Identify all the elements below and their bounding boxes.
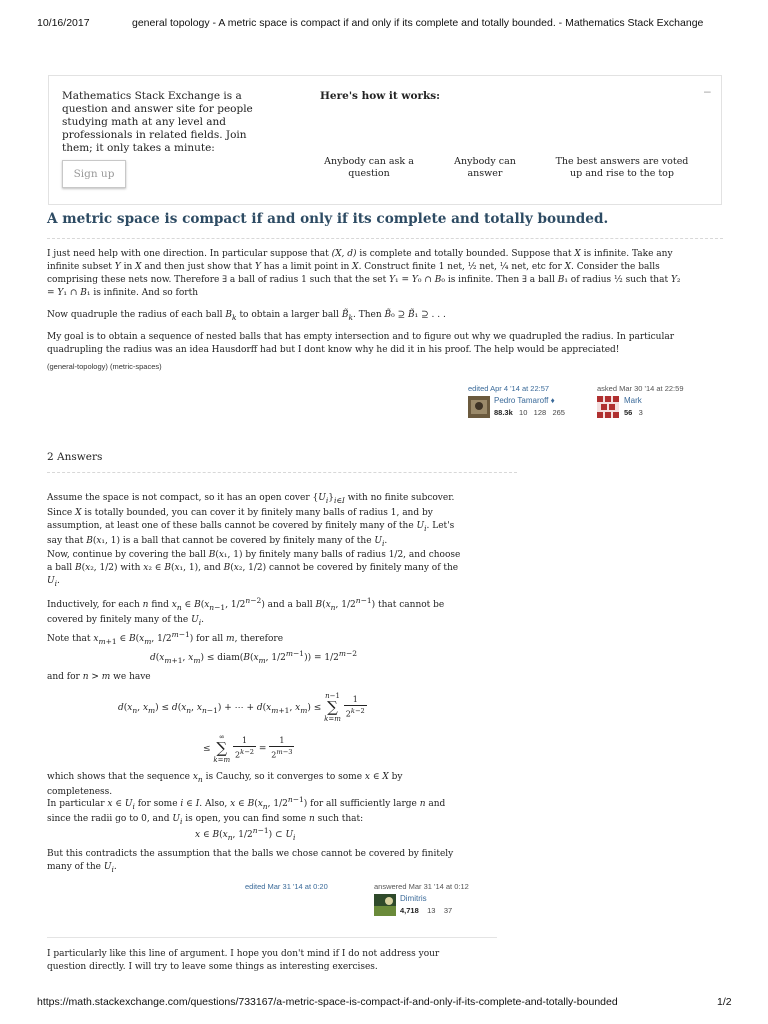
equation-triangle: $d(x_n$, $x_m) \le d(x_n$, $x_{n-1}$) + ⋯ + $d(x_{m+1}$, $x_m) \le n-1$ ∑ k=m $\frac{1}{2^{k-2}}$ [118,692,365,723]
question-title[interactable]: A metric space is compact if and only if its complete and totally bounded. [47,211,609,227]
answer-answered-info: answered Mar 31 '14 at 0:12 [374,882,469,891]
print-url: https://math.stackexchange.com/questions/733167/a-metric-space-is-compact-if-and-only-if-its-complete-and-totally-bounded [37,996,618,1008]
question-tags [47,362,162,371]
question-body-para-1: I just need help with one direction. In particular suppose that (X, d) is complete and totally bounded. Suppose that X is infinite. Take any infinite subset Y in X and then just show that Y has a limit point in X. Construct finite 1 net, ½ net, ¼ net, etc for X. Consider the balls comprising these nets now. Therefore ∃ a ball of radius 1 such that the set Y₁ = Y₀ ∩ B₀ is infinite. Then ∃ a ball B₁ of radius ½ such that Y₂ = Y₁ ∩ B₁ is infinite. And so forth [47,249,681,298]
editor-reputation: 88.3k 10 128 265 [494,408,565,417]
how-it-works-title: Here's how it works: [320,90,441,102]
equation-series: ≤ ∞ ∑ k=m $\frac{1}{2^{k-2}}$ = $\frac{1}{2^{m-3}}$ [203,733,293,764]
editor-name[interactable]: Pedro Tamaroff ♦ [494,396,555,405]
second-answer-intro: I particularly like this line of argument. I hope you don't mind if I do not address your question directly. I will try to leave some things as interesting exercises. [47,949,440,972]
editor-avatar[interactable] [468,396,490,418]
answer-para-8: But this contradicts the assumption that the balls we chose cannot be covered by finitely many of the $U_i$. [47,849,454,874]
answerer-name[interactable]: Dimitris [400,894,427,903]
answer-para-1: Assume the space is not compact, so it has an open cover $\{U_i\}_{i\in I}$ with no finite subcover. Since X is totally bounded, you can cover it by finitely many balls of radius 1, and by assumption, at least one of these balls cannot be covered by finitely many of the $U_i$. Let's say that B(x₁, 1) is a ball that cannot be covered by finitely many of the $U_i$. [47,493,455,548]
tag-general-topology[interactable]: (general-topology) [47,362,108,371]
tag-metric-spaces[interactable]: (metric-spaces) [109,362,162,371]
answer-para-3: Inductively, for each n find $x_n$ ∈ $B(x_{n-1}$, $1/2^{n-2}$) and a ball $B(x_n$, $1/2^{n-1}$) that cannot be covered by finitely many of the $U_i$. [47,596,445,627]
banner-text: Mathematics Stack Exchange is a question and answer site for people studying math at any level and professionals in related fields. Join them; it only takes a minute: [62,90,253,154]
answer-edited-link[interactable]: edited Mar 31 '14 at 0:20 [245,882,328,891]
question-body-para-2: Now quadruple the radius of each ball $B_k$ to obtain a larger ball $B̃_k$. Then B̃₀ ⊇ B̃₁ ⊇ . . . [47,310,446,322]
step-answer: Anybody can answer [454,156,516,179]
asker-reputation: 56 3 [624,408,643,417]
asker-avatar[interactable] [597,396,619,418]
answerer-avatar[interactable] [374,894,396,916]
step-vote: The best answers are voted up and rise to the top [555,156,689,179]
title-divider [47,238,723,239]
answer-para-5: and for n > m we have [47,672,151,682]
question-body-para-3: My goal is to obtain a sequence of nested balls that has empty intersection and to figure out why we quadrupled the radius. In particular quadrupling the radius was an idea Hausdorff had but I dont know why he did it in his proof. The help would be appreciated! [47,332,675,355]
answer-para-7: In particular x ∈ $U_i$ for some i ∈ I. Also, x ∈ $B(x_n$, $1/2^{n-1}$) for all sufficiently large n and since the radii go to 0, and $U_i$ is open, you can find some n such that: [47,795,446,826]
answer-para-6: which shows that the sequence $x_n$ is Cauchy, so it converges to some x ∈ X by completeness. [47,772,403,797]
question-edited-link[interactable]: edited Apr 4 '14 at 22:57 [468,384,550,393]
answers-divider [47,472,517,473]
equation-diam: $d(x_{m+1}$, $x_m$) ≤ $diam(B(x_m$, $1/2^{m-1})) = 1/2^{m-2}$ [150,649,358,665]
dismiss-banner-button[interactable]: – [704,84,711,98]
equation-containment: x ∈ $B(x_n$, $1/2^{n-1}$) ⊂ $U_i$ [195,826,296,842]
question-asked-info: asked Mar 30 '14 at 22:59 [597,384,684,393]
step-ask: Anybody can ask a question [324,156,414,179]
sign-up-button[interactable]: Sign up [62,160,126,188]
answers-count: 2 Answers [47,451,103,463]
print-page-number: 1/2 [717,996,732,1008]
answer-divider [47,937,497,938]
answer-para-4: Note that $x_{m+1}$ ∈ $B(x_m$, $1/2^{m-1}$) for all m, therefore [47,630,284,646]
asker-name[interactable]: Mark [624,396,642,405]
answer-para-2: Now, continue by covering the ball B(x₁, 1) by finitely many balls of radius 1/2, and choose a ball B(x₂, 1/2) with x₂ ∈ B(x₁, 1), and B(x₂, 1/2) cannot be covered by finitely many of the $U_i$. [47,550,461,588]
answerer-reputation: 4,718 13 37 [400,906,453,915]
print-page-title: general topology - A metric space is compact if and only if its complete and totally bounded. - Mathematics Stack Exchange [132,17,704,29]
print-date: 10/16/2017 [37,17,90,29]
